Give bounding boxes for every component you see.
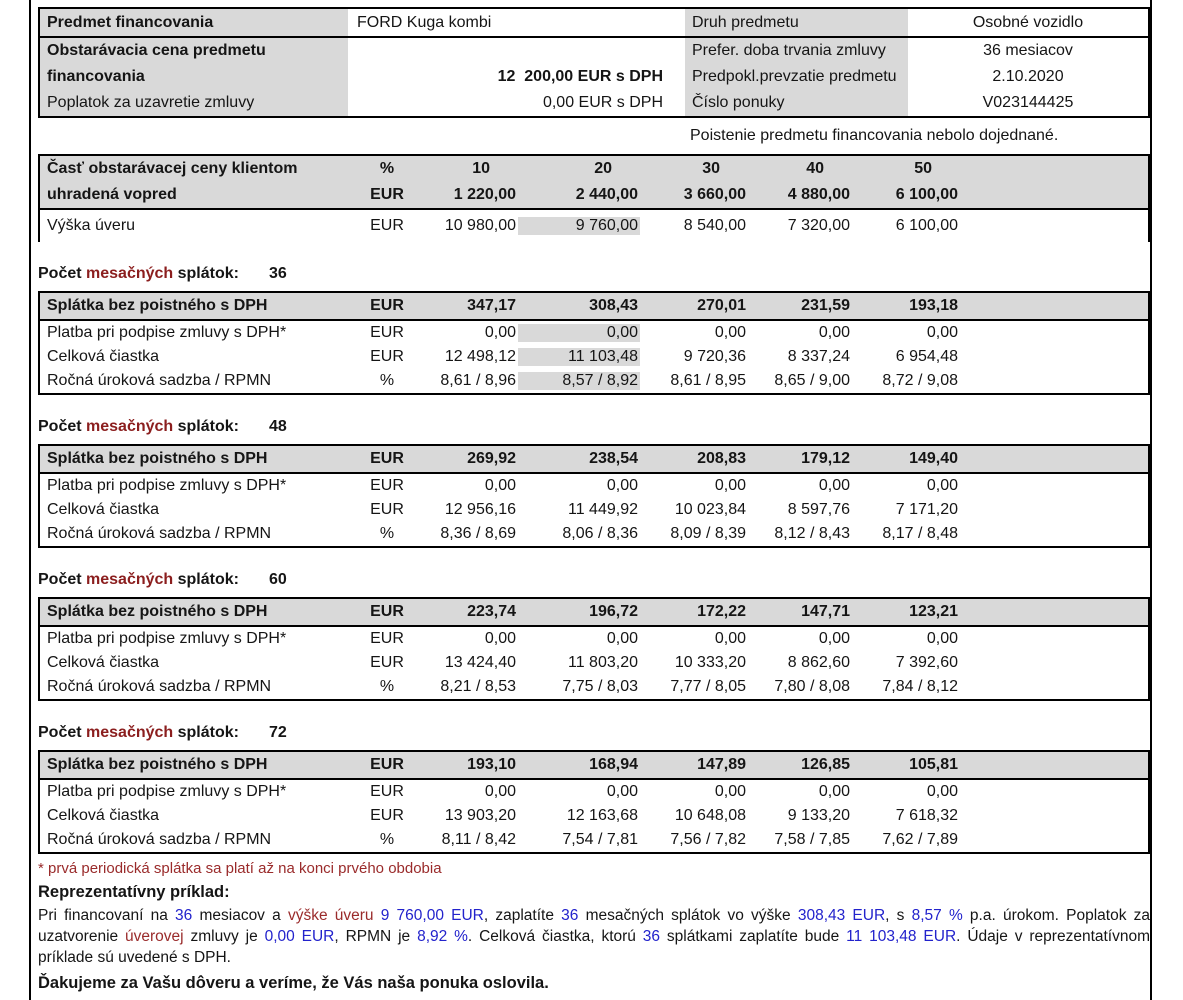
val-2: 10 648,08 [674, 807, 746, 824]
val-2: 8,61 / 8,95 [670, 372, 746, 389]
rep-highlight: 9 760,00 EUR [380, 907, 484, 924]
unit-cell: EUR [370, 324, 404, 341]
val-4: 7 392,60 [895, 654, 958, 671]
price-value: 12 200,00 EUR s DPH [497, 68, 663, 85]
val-1-highlighted: 11 103,48 [518, 348, 640, 366]
val-4: 0,00 [926, 477, 958, 494]
offer-block-60 [38, 597, 1150, 701]
val-0: 223,74 [467, 603, 516, 620]
val-0: 8,21 / 8,53 [440, 678, 516, 695]
val-1: 0,00 [606, 477, 638, 494]
subject-label: Predmet financovania [40, 9, 348, 36]
rep-text: . Údaje v reprezentatívnom príklade sú uvedené s DPH. [38, 928, 1151, 966]
val-3: 231,59 [801, 297, 850, 314]
offer-block-72 [38, 750, 1150, 854]
unit-cell: EUR [370, 297, 404, 314]
amount-4: 6 100,00 [895, 186, 958, 203]
row-label: Celková čiastka [47, 348, 160, 365]
val-0: 269,92 [467, 450, 516, 467]
unit-cell: EUR [370, 603, 404, 620]
thank-you-line: Ďakujeme za Vašu dôveru a veríme, že Vás naša ponuka oslovila. [38, 974, 549, 992]
val-4: 6 954,48 [895, 348, 958, 365]
count-red-word: mesačných [86, 571, 174, 588]
offer-block-36 [38, 291, 1150, 395]
installment-row [40, 599, 1148, 627]
val-3: 8,65 / 9,00 [774, 372, 850, 389]
val-4: 149,40 [909, 450, 958, 467]
row-label: Celková čiastka [47, 501, 160, 518]
val-3: 0,00 [818, 324, 850, 341]
val-0: 347,17 [467, 297, 516, 314]
row-label: Splátka bez poistného s DPH [47, 756, 268, 773]
val-3: 8 862,60 [787, 654, 850, 671]
val-4: 7 171,20 [895, 501, 958, 518]
val-2: 147,89 [697, 756, 746, 773]
row-label: Ročná úroková sadzba / RPMN [47, 678, 272, 695]
unit-cell: EUR [370, 477, 404, 494]
installments-count-line-48 [38, 415, 1150, 439]
count-suffix: splátok: [173, 724, 239, 741]
val-4: 123,21 [909, 603, 958, 620]
val-1: 8,06 / 8,36 [562, 525, 638, 542]
val-4: 105,81 [909, 756, 958, 773]
advance-amount-row [40, 182, 1148, 208]
val-2: 0,00 [714, 630, 746, 647]
rep-text: , RPMN je [334, 928, 418, 945]
percent-4: 50 [914, 160, 932, 177]
signing-payment-row [40, 474, 1148, 498]
rep-text: p.a. úrokom. Poplatok za uzatvorenie [38, 907, 1151, 945]
total-amount-row [40, 651, 1148, 675]
installment-row [40, 752, 1148, 780]
interest-rate-row [40, 522, 1148, 546]
interest-rate-row [40, 675, 1148, 699]
val-1: 7,75 / 8,03 [562, 678, 638, 695]
advance-title-line1: Časť obstarávacej ceny klientom [47, 160, 298, 177]
count-red-word: mesačných [86, 418, 174, 435]
row-label: Splátka bez poistného s DPH [47, 297, 268, 314]
count-red-word: mesačných [86, 724, 174, 741]
rep-highlight: 8,92 % [417, 928, 468, 945]
unit-cell: EUR [370, 756, 404, 773]
subject-value: FORD Kuga kombi [357, 13, 492, 31]
header-row-price-1 [40, 38, 1148, 64]
amount-0: 1 220,00 [453, 186, 516, 203]
interest-rate-row [40, 828, 1148, 852]
count-suffix: splátok: [173, 418, 239, 435]
count-suffix: splátok: [173, 265, 239, 282]
rep-highlight: 11 103,48 EUR [846, 928, 957, 945]
percent-3: 40 [806, 160, 824, 177]
rep-highlight: 36 [561, 907, 579, 924]
row-label: Ročná úroková sadzba / RPMN [47, 831, 272, 848]
rep-highlight: 36 [175, 907, 193, 924]
total-amount-row [40, 345, 1148, 369]
val-3: 9 133,20 [787, 807, 850, 824]
unit-cell: % [379, 525, 395, 542]
val-2: 172,22 [697, 603, 746, 620]
rep-text: mesačných splátok vo výške [578, 907, 798, 924]
unit-cell: EUR [370, 630, 404, 647]
rep-highlight: 36 [642, 928, 661, 945]
percent-0: 10 [472, 160, 490, 177]
val-4: 8,72 / 9,08 [882, 372, 958, 389]
months-value: 48 [268, 418, 287, 435]
installments-count-line-36 [38, 262, 1150, 286]
header-row-fee [40, 90, 1148, 116]
val-3: 8,12 / 8,43 [774, 525, 850, 542]
val-2: 8,09 / 8,39 [670, 525, 746, 542]
total-amount-row [40, 498, 1148, 522]
handover-label: Predpokl.prevzatie predmetu [685, 64, 908, 90]
fee-label: Poplatok za uzavretie zmluvy [40, 90, 348, 116]
val-4: 7,84 / 8,12 [882, 678, 958, 695]
val-1: 308,43 [589, 297, 638, 314]
count-red-word: mesačných [86, 265, 174, 282]
empty-cell [348, 38, 685, 64]
val-0: 0,00 [484, 477, 516, 494]
val-0: 0,00 [484, 783, 516, 800]
unit-cell: EUR [370, 186, 404, 203]
offer-block-48 [38, 444, 1150, 548]
header-row-price-2 [40, 64, 1148, 90]
amount-2: 3 660,00 [683, 186, 746, 203]
val-3: 147,71 [801, 603, 850, 620]
unit-cell: EUR [370, 348, 404, 365]
rep-text: zmluvy je [183, 928, 265, 945]
val-1-highlighted: 0,00 [518, 324, 640, 342]
val-1: 12 163,68 [566, 807, 638, 824]
rep-highlight: úverovej [125, 928, 184, 945]
header-table [38, 7, 1150, 118]
count-prefix: Počet [38, 265, 87, 282]
rep-text: Pri financovaní na [38, 907, 176, 924]
signing-payment-row [40, 780, 1148, 804]
loan-value-4: 6 100,00 [895, 217, 958, 234]
advance-title-line2: uhradená vopred [47, 186, 177, 203]
rep-text: . Celková čiastka, ktorú [467, 928, 643, 945]
price-label-line1: Obstarávacia cena predmetu [40, 38, 348, 64]
loan-amount-row [38, 210, 1150, 242]
loan-label: Výška úveru [47, 217, 136, 234]
val-3: 179,12 [801, 450, 850, 467]
unit-cell: EUR [370, 217, 404, 234]
val-4: 193,18 [909, 297, 958, 314]
installments-count-line-72 [38, 721, 1150, 745]
val-1: 11 803,20 [568, 654, 638, 671]
row-label: Ročná úroková sadzba / RPMN [47, 525, 272, 542]
duration-label: Prefer. doba trvania zmluvy [685, 38, 908, 64]
total-amount-row [40, 804, 1148, 828]
unit-cell: % [379, 831, 395, 848]
val-0: 0,00 [484, 324, 516, 341]
handover-value: 2.10.2020 [992, 68, 1064, 85]
val-1: 11 449,92 [568, 501, 638, 518]
offer-number-label: Číslo ponuky [685, 90, 908, 116]
loan-value-0: 10 980,00 [444, 217, 516, 234]
advance-table [38, 154, 1150, 242]
val-3: 8 337,24 [787, 348, 850, 365]
representative-example-title: Reprezentatívny príklad: [38, 883, 230, 901]
unit-cell: EUR [370, 783, 404, 800]
unit-cell: % [379, 678, 395, 695]
percent-1: 20 [594, 160, 612, 177]
rep-highlight: výške úveru [287, 907, 374, 924]
row-label: Splátka bez poistného s DPH [47, 450, 268, 467]
page-right-border [1150, 0, 1152, 1000]
val-1: 7,54 / 7,81 [562, 831, 638, 848]
val-1: 0,00 [606, 630, 638, 647]
val-4: 8,17 / 8,48 [882, 525, 958, 542]
months-value: 60 [268, 571, 287, 588]
rep-highlight: 308,43 EUR [797, 907, 886, 924]
val-3: 8 597,76 [787, 501, 850, 518]
row-label: Celková čiastka [47, 654, 160, 671]
fee-value: 0,00 EUR s DPH [542, 94, 663, 111]
val-1-highlighted: 8,57 / 8,92 [518, 372, 640, 390]
val-0: 0,00 [484, 630, 516, 647]
val-4: 0,00 [926, 630, 958, 647]
count-prefix: Počet [38, 724, 87, 741]
val-4: 0,00 [926, 783, 958, 800]
row-label: Platba pri podpise zmluvy s DPH* [47, 477, 287, 494]
insurance-note: Poistenie predmetu financovania nebolo dojednané. [690, 127, 1059, 144]
rep-text [374, 907, 381, 924]
row-label: Platba pri podpise zmluvy s DPH* [47, 324, 287, 341]
val-4: 7,62 / 7,89 [882, 831, 958, 848]
val-2: 7,56 / 7,82 [670, 831, 746, 848]
rep-text: , s [885, 907, 912, 924]
interest-rate-row [40, 369, 1148, 393]
duration-value: 36 mesiacov [983, 42, 1073, 59]
header-row-subject [40, 9, 1148, 38]
val-0: 13 424,40 [444, 654, 516, 671]
rep-highlight: 0,00 EUR [264, 928, 335, 945]
row-label: Celková čiastka [47, 807, 160, 824]
advance-header-band [38, 154, 1150, 210]
val-0: 12 956,16 [444, 501, 516, 518]
val-1: 196,72 [589, 603, 638, 620]
installments-count-line-60 [38, 568, 1150, 592]
val-0: 13 903,20 [444, 807, 516, 824]
unit-cell: % [379, 160, 395, 177]
val-3: 7,58 / 7,85 [774, 831, 850, 848]
representative-example-paragraph [38, 905, 1150, 968]
type-label: Druh predmetu [685, 9, 908, 36]
loan-value-1-highlighted: 9 760,00 [518, 217, 640, 235]
loan-value-3: 7 320,00 [787, 217, 850, 234]
advance-percent-row [40, 156, 1148, 182]
val-1: 0,00 [606, 783, 638, 800]
val-4: 7 618,32 [895, 807, 958, 824]
unit-cell: % [379, 372, 395, 389]
val-2: 270,01 [697, 297, 746, 314]
signing-payment-row [40, 627, 1148, 651]
unit-cell: EUR [370, 654, 404, 671]
val-2: 7,77 / 8,05 [670, 678, 746, 695]
val-2: 9 720,36 [683, 348, 746, 365]
percent-2: 30 [702, 160, 720, 177]
row-label: Platba pri podpise zmluvy s DPH* [47, 630, 287, 647]
row-label: Platba pri podpise zmluvy s DPH* [47, 783, 287, 800]
val-0: 193,10 [467, 756, 516, 773]
val-2: 10 023,84 [674, 501, 746, 518]
val-2: 0,00 [714, 477, 746, 494]
count-prefix: Počet [38, 571, 87, 588]
val-0: 8,36 / 8,69 [440, 525, 516, 542]
val-3: 0,00 [818, 783, 850, 800]
rep-text: , zaplatíte [483, 907, 562, 924]
val-1: 168,94 [589, 756, 638, 773]
loan-value-2: 8 540,00 [683, 217, 746, 234]
val-3: 126,85 [801, 756, 850, 773]
installment-row [40, 446, 1148, 474]
unit-cell: EUR [370, 450, 404, 467]
count-prefix: Počet [38, 418, 87, 435]
price-label-line2: financovania [40, 64, 348, 90]
val-2: 10 333,20 [674, 654, 746, 671]
val-3: 7,80 / 8,08 [774, 678, 850, 695]
months-value: 36 [268, 265, 287, 282]
installment-row [40, 293, 1148, 321]
page-left-border [29, 0, 31, 1000]
signing-payment-row [40, 321, 1148, 345]
unit-cell: EUR [370, 807, 404, 824]
val-4: 0,00 [926, 324, 958, 341]
rep-highlight: 8,57 % [911, 907, 963, 924]
count-suffix: splátok: [173, 571, 239, 588]
val-0: 8,61 / 8,96 [440, 372, 516, 389]
months-value: 72 [268, 724, 287, 741]
row-label: Splátka bez poistného s DPH [47, 603, 268, 620]
unit-cell: EUR [370, 501, 404, 518]
val-3: 0,00 [818, 477, 850, 494]
amount-3: 4 880,00 [787, 186, 850, 203]
amount-1: 2 440,00 [575, 186, 638, 203]
val-2: 0,00 [714, 783, 746, 800]
val-0: 12 498,12 [444, 348, 516, 365]
val-3: 0,00 [818, 630, 850, 647]
type-value: Osobné vozidlo [972, 13, 1084, 31]
offer-number-value: V023144425 [982, 94, 1074, 111]
offer-document [38, 7, 1150, 993]
first-installment-footnote: * prvá periodická splátka sa platí až na konci prvého obdobia [38, 860, 442, 877]
row-label: Ročná úroková sadzba / RPMN [47, 372, 272, 389]
val-1: 238,54 [589, 450, 638, 467]
rep-text: mesiacov a [192, 907, 288, 924]
rep-text: splátkami zaplatíte bude [660, 928, 847, 945]
val-0: 8,11 / 8,42 [441, 831, 516, 848]
val-2: 0,00 [714, 324, 746, 341]
val-2: 208,83 [697, 450, 746, 467]
